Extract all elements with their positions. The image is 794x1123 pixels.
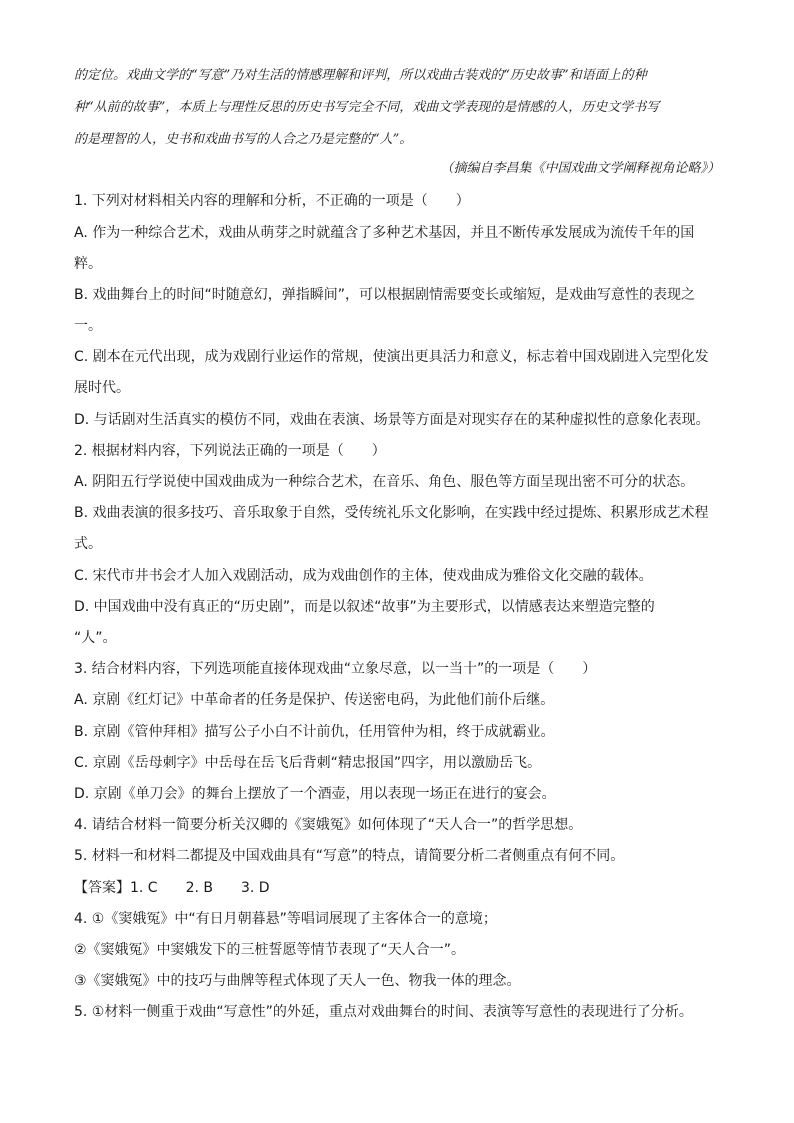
q2-option-b-cont: 式。: [74, 536, 102, 552]
question-3-stem: 3. 结合材料内容，下列选项能直接体现戏曲“立象尽意，以一当十”的一项是（ ）: [74, 661, 597, 677]
question-2-stem: 2. 根据材料内容，下列说法正确的一项是（ ）: [74, 443, 386, 459]
q3-option-c: C. 京剧《岳母刺字》中岳母在岳飞后背刺“精忠报国”四字，用以激励岳飞。: [74, 755, 542, 771]
q3-option-b: B. 京剧《管仲拜相》描写公子小白不计前仇，任用管仲为相，终于成就霸业。: [74, 724, 555, 740]
q3-option-d: D. 京剧《单刀会》的舞台上摆放了一个酒壶，用以表现一场正在进行的宴会。: [74, 786, 556, 802]
q1-option-c: C. 剧本在元代出现，成为戏剧行业运作的常规，使演出更具活力和意义，标志着中国戏剧进入完型化发: [74, 349, 709, 365]
q2-option-b: B. 戏曲表演的很多技巧、音乐取象于自然，受传统礼乐文化影响，在实践中经过提炼、积累形成艺术程: [74, 505, 709, 521]
q1-option-a-cont: 粹。: [74, 256, 102, 272]
question-1-stem: 1. 下列对材料相关内容的理解和分析，不正确的一项是（ ）: [74, 193, 470, 209]
answer-keys-line: [74, 873, 726, 904]
q1-option-d: D. 与话剧对生活真实的模仿不同，戏曲在表演、场景等方面是对现实存在的某种虚拟性的意象化表现。: [74, 412, 710, 428]
question-5-stem: 5. 材料一和材料二都提及中国戏曲具有“写意”的特点，请简要分析二者侧重点有何不同。: [74, 848, 625, 864]
q1-option-b: B. 戏曲舞台上的时间“时随意幻，弹指瞬间”，可以根据剧情需要变长或缩短，是戏曲写意性的表现之: [74, 287, 696, 303]
q1-option-a: A. 作为一种综合艺术，戏曲从萌芽之时就蕴含了多种艺术基因，并且不断传承发展成为流传千年的国: [74, 225, 695, 241]
q1-option-b-cont: 一。: [74, 318, 102, 334]
q2-option-d-cont: “人”。: [74, 630, 117, 646]
intro-line: 的是理智的人，史书和戏曲书写的人合之乃是完整的“人”。: [74, 132, 413, 147]
answer-4-point-3: ③《窦娥冤》中的技巧与曲牌等程式体现了天人一色、物我一体的理念。: [74, 973, 521, 989]
answer-keys: 1. C 2. B 3. D: [130, 880, 270, 896]
answer-5-point-1: 5. ①材料一侧重于戏曲“写意性”的外延，重点对戏曲舞台的时间、表演等写意性的表现进行了分析。: [74, 1004, 693, 1020]
q3-option-a: A. 京剧《红灯记》中革命者的任务是保护、传送密电码，为此他们前仆后继。: [74, 692, 555, 708]
q1-option-c-cont: 展时代。: [74, 380, 130, 396]
intro-passage: [74, 60, 724, 156]
intro-line: 的定位。戏曲文学的“写意”乃对生活的情感理解和评判，所以戏曲古装戏的“历史故事”和语面上的种: [74, 68, 647, 83]
q2-option-d: D. 中国戏曲中没有真正的“历史剧”，而是以叙述“故事”为主要形式，以情感表达来塑造完整的: [74, 599, 655, 615]
question-4-stem: 4. 请结合材料一简要分析关汉卿的《窦娥冤》如何体现了“天人合一”的哲学思想。: [74, 817, 583, 833]
source-citation: （摘编自李昌集《中国戏曲文学阐释视角论略》）: [440, 161, 720, 176]
intro-line: 种“从前的故事”，本质上与理性反思的历史书写完全不同，戏曲文学表现的是情感的人，历史文学书写: [74, 100, 660, 115]
answer-tag: 【答案】: [74, 880, 130, 896]
answer-4-point-2: ②《窦娥冤》中窦娥发下的三桩誓愿等情节表现了“天人合一”。: [74, 942, 466, 958]
answer-4-point-1: 4. ①《窦娥冤》中“有日月朝暮悬”等唱词展现了主客体合一的意境；: [74, 911, 497, 927]
q2-option-a: A. 阴阳五行学说使中国戏曲成为一种综合艺术，在音乐、角色、服色等方面呈现出密不可分的状态。: [74, 474, 695, 490]
q2-option-c: C. 宋代市井书会才人加入戏剧活动，成为戏曲创作的主体，使戏曲成为雅俗文化交融的载体。: [74, 568, 653, 584]
